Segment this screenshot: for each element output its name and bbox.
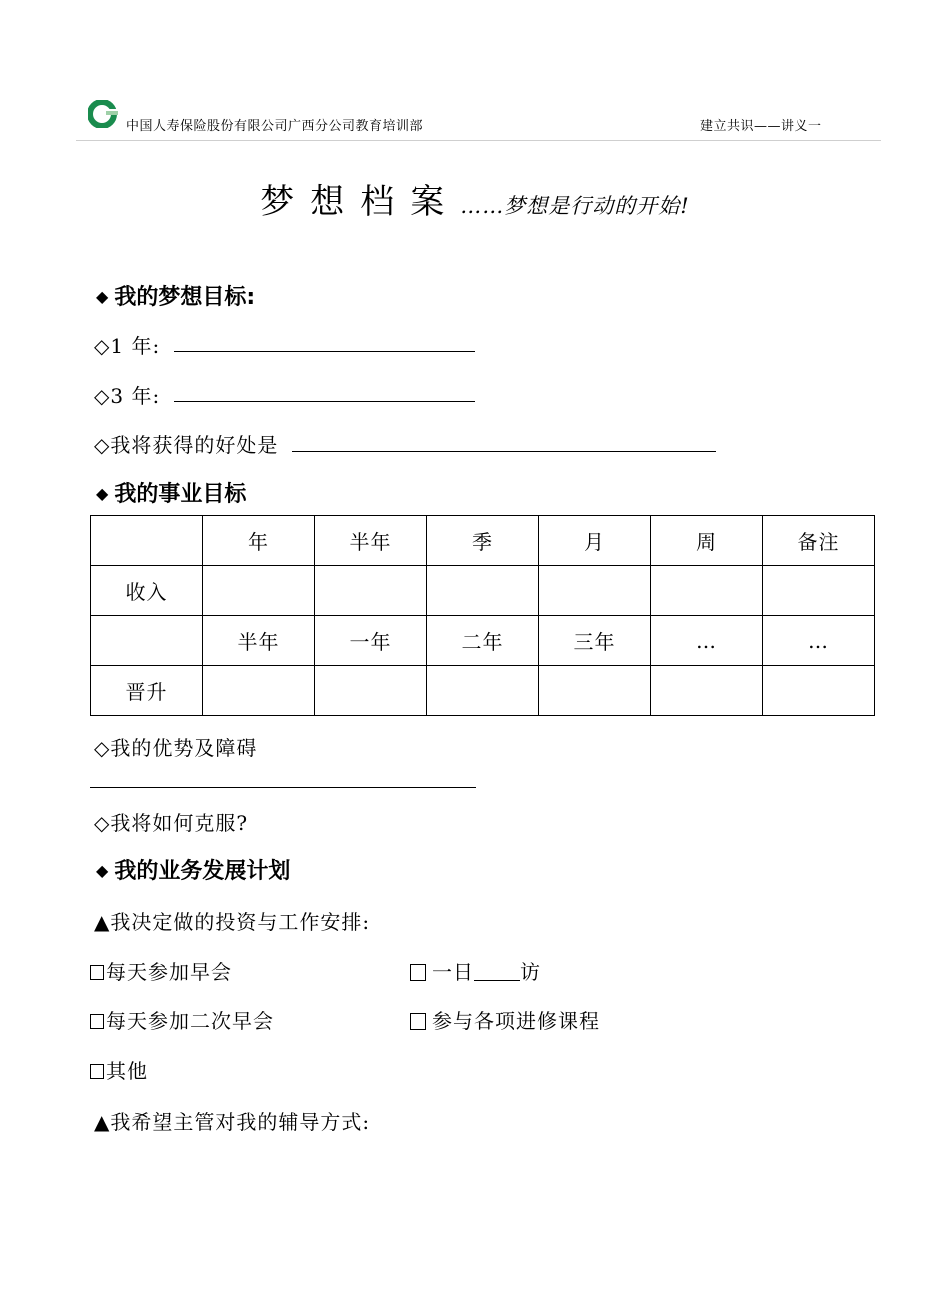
visits-count-field[interactable]	[474, 962, 520, 981]
option-training-label: 参与各项进修课程	[432, 1009, 600, 1033]
advantages-item	[94, 732, 257, 761]
section-dream-heading	[96, 280, 255, 311]
checkbox-icon[interactable]	[410, 1013, 426, 1030]
table-cell[interactable]	[539, 666, 651, 716]
dream-1-year	[94, 330, 160, 359]
dream-1-year-field[interactable]	[174, 351, 475, 352]
hollow-diamond-icon: ◇	[94, 334, 111, 358]
overcome-label: 我将如何克服?	[110, 811, 249, 835]
table-cell[interactable]	[315, 566, 427, 616]
table-cell[interactable]: 三年	[539, 616, 651, 666]
section-plan-label: 我的业务发展计划	[114, 859, 291, 884]
table-cell[interactable]	[427, 566, 539, 616]
table-cell[interactable]	[763, 566, 875, 616]
overcome-item	[94, 807, 248, 836]
hollow-diamond-icon: ◇	[94, 736, 111, 760]
table-cell[interactable]: 季	[427, 516, 539, 566]
dream-3-year-label: 3 年:	[110, 384, 161, 408]
option-other-label: 其他	[106, 1059, 148, 1083]
career-goals-table	[90, 515, 875, 716]
table-cell[interactable]	[203, 666, 315, 716]
table-cell[interactable]: 备注	[763, 516, 875, 566]
advantages-label: 我的优势及障碍	[110, 736, 258, 760]
section-plan-heading	[96, 854, 290, 885]
table-cell[interactable]: 月	[539, 516, 651, 566]
table-cell[interactable]: 收入	[91, 566, 203, 616]
company-logo	[88, 100, 120, 128]
option-visits[interactable]	[410, 956, 541, 985]
table-cell[interactable]	[91, 516, 203, 566]
option-daily-meeting-label: 每天参加早会	[106, 960, 232, 984]
table-cell[interactable]	[651, 666, 763, 716]
table-cell[interactable]	[203, 566, 315, 616]
dream-3-year-field[interactable]	[174, 401, 475, 402]
table-cell[interactable]	[427, 666, 539, 716]
page-title	[0, 174, 950, 223]
triangle-icon: ▲	[94, 1110, 111, 1134]
advantages-field[interactable]	[90, 787, 476, 788]
option-training[interactable]	[410, 1005, 600, 1034]
table-cell[interactable]	[91, 616, 203, 666]
dream-benefit	[94, 429, 278, 458]
table-cell[interactable]	[763, 666, 875, 716]
diamond-bullet-icon: ◆	[96, 484, 109, 503]
title-subtitle: ……梦想是行动的开始!	[460, 194, 690, 218]
option-visits-suffix: 访	[520, 960, 541, 984]
table-cell[interactable]: 晋升	[91, 666, 203, 716]
table-row	[91, 666, 875, 716]
coaching-label: 我希望主管对我的辅导方式:	[110, 1110, 371, 1134]
hollow-diamond-icon: ◇	[94, 433, 111, 457]
checkbox-icon[interactable]	[90, 965, 104, 980]
dream-benefit-field[interactable]	[292, 451, 716, 452]
option-double-meeting-label: 每天参加二次早会	[106, 1009, 274, 1033]
header-divider	[76, 140, 881, 141]
title-main: 梦想档案	[260, 182, 461, 222]
table-cell[interactable]: 二年	[427, 616, 539, 666]
diamond-bullet-icon: ◆	[96, 861, 109, 880]
table-cell[interactable]	[315, 666, 427, 716]
section-dream-label: 我的梦想目标:	[114, 285, 256, 310]
table-row	[91, 566, 875, 616]
section-career-heading	[96, 477, 246, 508]
decision-label: 我决定做的投资与工作安排:	[110, 910, 371, 934]
dream-benefit-label: 我将获得的好处是	[110, 433, 279, 457]
coaching-item	[94, 1106, 370, 1135]
checkbox-icon[interactable]	[410, 964, 426, 981]
table-cell[interactable]: 周	[651, 516, 763, 566]
checkbox-icon[interactable]	[90, 1064, 104, 1079]
table-cell[interactable]: 半年	[315, 516, 427, 566]
table-cell[interactable]: …	[651, 616, 763, 666]
decision-item	[94, 906, 370, 935]
table-cell[interactable]: 半年	[203, 616, 315, 666]
triangle-icon: ▲	[94, 910, 111, 934]
table-cell[interactable]: …	[763, 616, 875, 666]
option-daily-meeting[interactable]	[90, 956, 232, 985]
option-double-meeting[interactable]	[90, 1005, 274, 1034]
table-cell[interactable]	[539, 566, 651, 616]
hollow-diamond-icon: ◇	[94, 811, 111, 835]
dream-3-year	[94, 380, 160, 409]
header-company: 中国人寿保险股份有限公司广西分公司教育培训部	[126, 119, 424, 134]
table-row	[91, 516, 875, 566]
header-doc-label: 建立共识——讲义一	[700, 119, 822, 134]
hollow-diamond-icon: ◇	[94, 384, 111, 408]
section-career-label: 我的事业目标	[114, 482, 247, 507]
checkbox-icon[interactable]	[90, 1014, 104, 1029]
option-other[interactable]	[90, 1055, 148, 1084]
table-cell[interactable]	[651, 566, 763, 616]
table-cell[interactable]: 年	[203, 516, 315, 566]
option-visits-prefix: 一日	[432, 960, 474, 984]
diamond-bullet-icon: ◆	[96, 287, 109, 306]
table-row	[91, 616, 875, 666]
table-cell[interactable]: 一年	[315, 616, 427, 666]
dream-1-year-label: 1 年:	[110, 334, 161, 358]
